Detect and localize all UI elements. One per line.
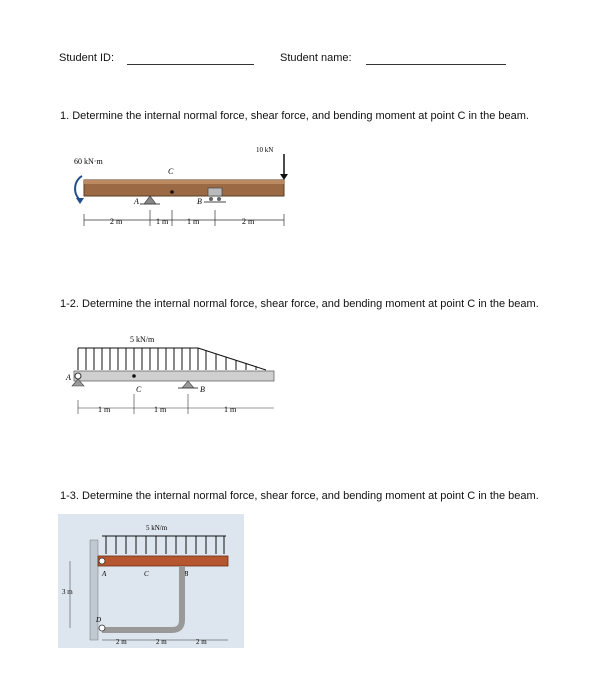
pin-a-icon [99, 558, 105, 564]
support-b-icon [208, 188, 222, 196]
load-label: 5 kN/m [130, 335, 155, 344]
distributed-load-arrows [78, 348, 266, 370]
pin-d-icon [99, 625, 105, 631]
label-c: C [168, 167, 174, 176]
label-b: B [184, 570, 189, 578]
label-c: C [136, 385, 142, 394]
figure-2 [60, 326, 290, 426]
label-a: A [66, 373, 71, 382]
figure-3 [58, 514, 244, 648]
force-label: 10 kN [256, 146, 274, 154]
wall [90, 540, 98, 640]
load-label: 5 kN/m [146, 524, 168, 532]
dim-label: 1 m [156, 217, 169, 226]
dim-label: 1 m [224, 405, 237, 414]
dim-label: 2 m [116, 638, 127, 646]
student-id-field[interactable] [127, 64, 254, 65]
student-name-field[interactable] [366, 64, 506, 65]
dim-label: 2 m [156, 638, 167, 646]
dim-label: 1 m [187, 217, 200, 226]
question-3-text: 1-3. Determine the internal normal force, shear force, and bending moment at point C in the beam. [60, 490, 539, 502]
dim-label: 2 m [110, 217, 123, 226]
dim-label: 1 m [154, 405, 167, 414]
beam-3 [98, 556, 228, 566]
height-label: 3 m [62, 588, 73, 596]
figure-1 [60, 140, 300, 240]
student-name-label: Student name: [280, 52, 352, 64]
dim-label: 2 m [196, 638, 207, 646]
dim-label: 2 m [242, 217, 255, 226]
moment-label: 60 kN·m [74, 157, 103, 166]
support-b-icon [182, 381, 194, 388]
point-c-marker [132, 374, 136, 378]
question-2-text: 1-2. Determine the internal normal force, shear force, and bending moment at point C in the beam. [60, 298, 539, 310]
label-a: A [102, 570, 107, 578]
question-1-text: 1. Determine the internal normal force, shear force, and bending moment at point C in the beam. [60, 110, 529, 122]
moment-arc-icon [75, 176, 82, 200]
label-c: C [144, 570, 149, 578]
support-a-icon [75, 373, 81, 379]
student-id-label: Student ID: [59, 52, 115, 64]
label-b: B [200, 385, 205, 394]
beam-2 [74, 371, 274, 381]
label-a: A [134, 197, 139, 206]
dim-label: 1 m [98, 405, 111, 414]
label-b: B [197, 197, 202, 206]
support-a-icon [144, 196, 156, 204]
point-c-marker [170, 190, 174, 194]
label-d: D [96, 616, 102, 624]
